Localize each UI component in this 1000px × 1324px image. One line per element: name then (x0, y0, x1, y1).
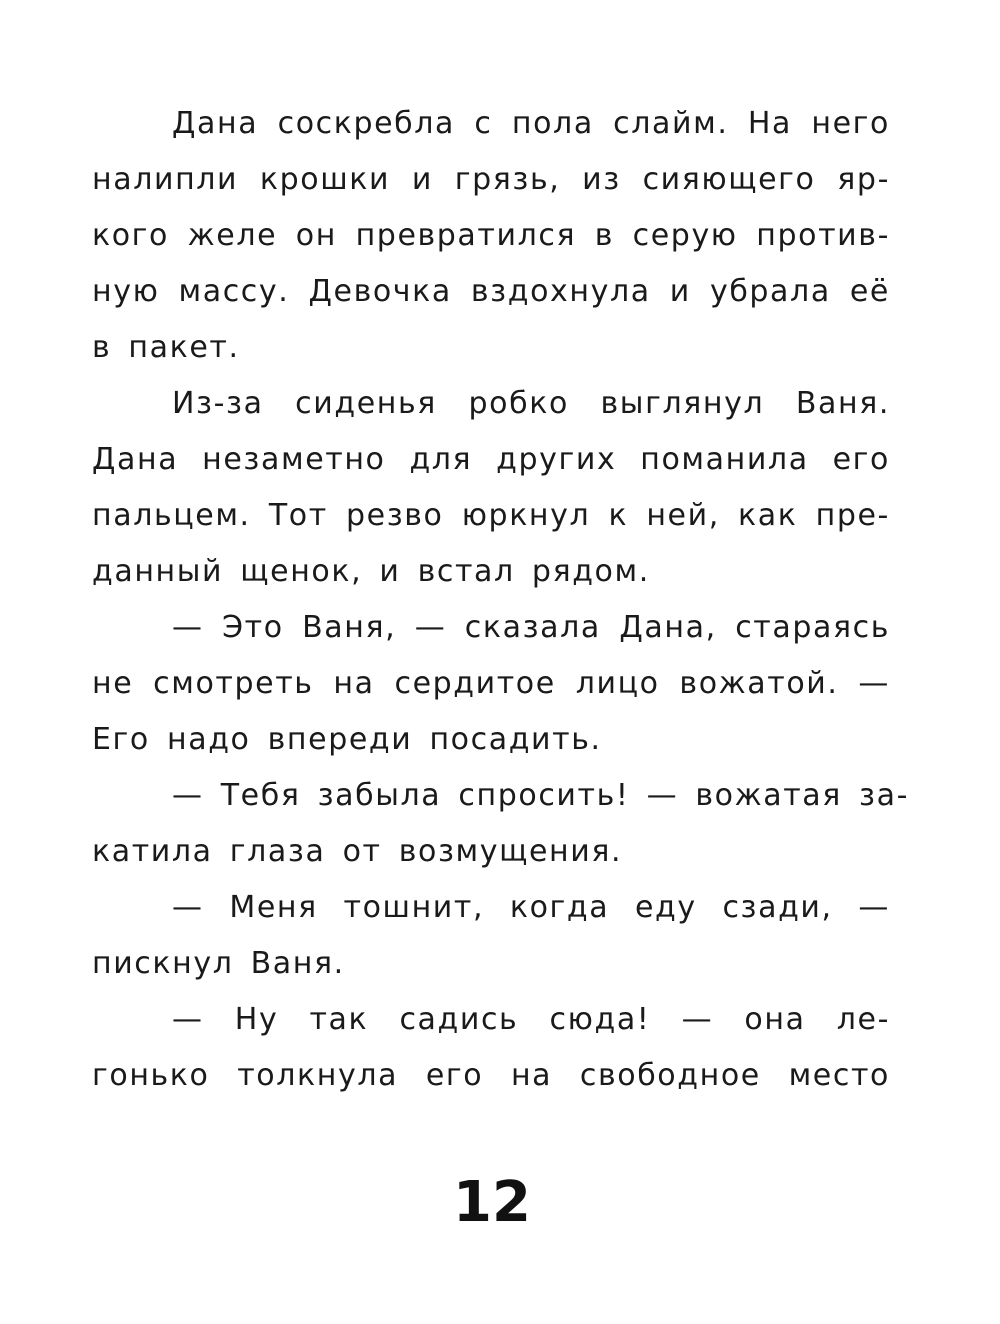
text-line: Его надо впереди посадить. (92, 722, 602, 757)
text-line: — Это Ваня, — сказала Дана, стараясь (172, 610, 890, 645)
page-number: 12 (453, 1170, 531, 1235)
text-line: в пакет. (92, 330, 240, 365)
page-text (92, 96, 910, 1104)
text-line: пискнул Ваня. (92, 946, 345, 981)
text-line: налипли крошки и грязь, из сияющего яр- (92, 162, 890, 197)
text-line: Дана соскребла с пола слайм. На него (172, 106, 890, 141)
text-line: кого желе он превратился в серую против- (92, 218, 890, 253)
text-line: катила глаза от возмущения. (92, 834, 623, 869)
text-line: данный щенок, и встал рядом. (92, 554, 650, 589)
text-line: пальцем. Тот резво юркнул к ней, как пре- (92, 498, 890, 533)
text-line: — Тебя забыла спросить! — вожатая за- (172, 778, 910, 813)
text-line: Из-за сиденья робко выглянул Ваня. (172, 386, 890, 421)
text-line: Дана незаметно для других поманила его (92, 442, 890, 477)
text-line: гонько толкнула его на свободное место (92, 1058, 890, 1093)
text-line: не смотреть на сердитое лицо вожатой. — (92, 666, 890, 701)
text-line: ную массу. Девочка вздохнула и убрала её (92, 274, 890, 309)
text-line: — Ну так садись сюда! — она ле- (172, 1002, 890, 1037)
text-line: — Меня тошнит, когда еду сзади, — (172, 890, 890, 925)
